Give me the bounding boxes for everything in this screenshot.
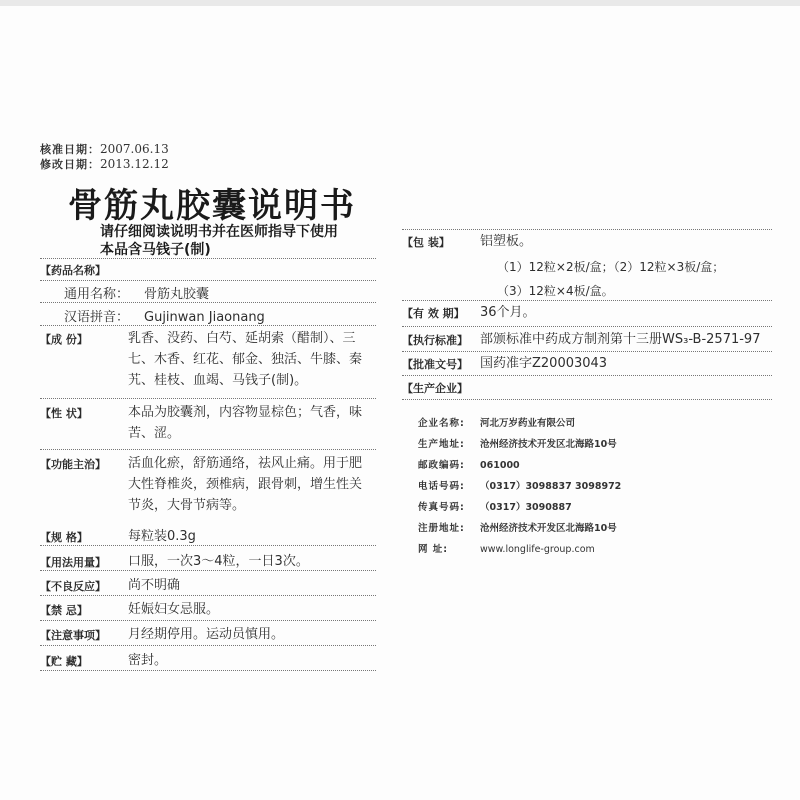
divider <box>402 399 772 400</box>
common-name-row: 通用名称： 骨筋丸胶囊 <box>64 287 210 302</box>
divider <box>402 300 772 301</box>
package-option-2: （3）12粒×4板/盒。 <box>497 284 614 298</box>
ingredients-text: 乳香、没药、白芍、延胡索（醋制）、三七、木香、红花、郁金、独活、牛膝、秦艽、桂枝、血竭、马钱子(制)。 <box>128 331 363 388</box>
ingredients-section <box>40 328 366 391</box>
top-border <box>0 0 800 6</box>
section-label: 【禁 忌】 <box>40 604 88 617</box>
contraindication-section <box>40 599 366 621</box>
section-label: 【包 装】 <box>402 236 450 249</box>
adverse-text: 尚不明确 <box>128 578 181 593</box>
indication-section <box>40 453 366 516</box>
section-label: 【有 效 期】 <box>402 307 465 320</box>
company-name-row: 企业名称: 河北万岁药业有限公司 <box>418 418 576 429</box>
contraindication-text: 妊娠妇女忌服。 <box>128 602 220 617</box>
section-label: 【不良反应】 <box>40 580 106 593</box>
divider <box>402 351 772 352</box>
divider <box>40 325 376 326</box>
company-address-row: 生产地址: 沧州经济技术开发区北海路10号 <box>418 439 617 450</box>
section-label: 【性 状】 <box>40 407 88 420</box>
section-label: 【成 份】 <box>40 333 88 346</box>
validity-text: 36个月。 <box>480 305 536 320</box>
spec-section <box>40 526 366 548</box>
company-registered-address-row: 注册地址: 沧州经济技术开发区北海路10号 <box>418 523 617 534</box>
storage-section <box>40 650 366 672</box>
caution-text: 月经期停用。运动员慎用。 <box>128 627 285 642</box>
validity-section <box>402 302 536 324</box>
revision-date: 修改日期：2013.12.12 <box>40 157 169 171</box>
package-text: 铝塑板。 <box>480 234 533 249</box>
standard-text: 部颁标准中药成方制剂第十三册WS₃-B-2571-97 <box>480 332 761 347</box>
section-label: 【执行标准】 <box>402 334 468 347</box>
adverse-section <box>40 575 366 597</box>
spec-text: 每粒装0.3g <box>128 529 196 544</box>
section-label: 【用法用量】 <box>40 556 106 569</box>
approval-number-section <box>402 353 607 375</box>
appearance-text: 本品为胶囊剂，内容物显棕色；气香，味苦、涩。 <box>128 405 363 441</box>
company-fax-row: 传真号码: （0317）3090887 <box>418 502 572 513</box>
company-website-row: 网 址: www.longlife-group.com <box>418 544 595 555</box>
section-label: 【功能主治】 <box>40 458 106 471</box>
approval-date: 核准日期：2007.06.13 <box>40 142 169 156</box>
dosage-section <box>40 551 366 573</box>
divider <box>40 449 376 450</box>
divider <box>40 398 376 399</box>
divider <box>402 326 772 327</box>
manufacturer-section <box>402 377 480 399</box>
section-label: 【生产企业】 <box>402 382 468 395</box>
package-option-1: （1）12粒×2板/盒；（2）12粒×3板/盒； <box>497 260 725 274</box>
storage-text: 密封。 <box>128 653 168 668</box>
package-section <box>402 231 532 253</box>
divider <box>40 280 376 281</box>
section-label: 【药品名称】 <box>40 264 106 277</box>
usage-notice: 请仔细阅读说明书并在医师指导下使用 <box>100 224 338 240</box>
standard-section <box>402 329 760 351</box>
company-phone-row: 电话号码: （0317）3098837 3098972 <box>418 481 622 492</box>
indication-text: 活血化瘀，舒筋通络，祛风止痛。用于肥大性脊椎炎，颈椎病，跟骨刺，增生性关节炎，大骨节病等。 <box>128 456 363 513</box>
ingredient-warning: 本品含马钱子(制) <box>100 242 211 258</box>
pinyin-row: 汉语拼音： Gujinwan Jiaonang <box>64 310 265 325</box>
section-label: 【规 格】 <box>40 531 88 544</box>
company-zip-row: 邮政编码: 061000 <box>418 460 520 471</box>
section-label: 【注意事项】 <box>40 629 106 642</box>
document-title: 骨筋丸胶囊说明书 <box>68 186 356 226</box>
section-label: 【贮 藏】 <box>40 655 88 668</box>
divider <box>402 229 772 230</box>
divider <box>40 302 376 303</box>
section-label: 【批准文号】 <box>402 358 468 371</box>
drug-name-section <box>40 259 128 281</box>
divider <box>402 375 772 376</box>
caution-section <box>40 624 366 646</box>
appearance-section <box>40 402 366 444</box>
dosage-text: 口服，一次3～4粒，一日3次。 <box>128 554 309 569</box>
approval-number-text: 国药准字Z20003043 <box>480 356 608 371</box>
